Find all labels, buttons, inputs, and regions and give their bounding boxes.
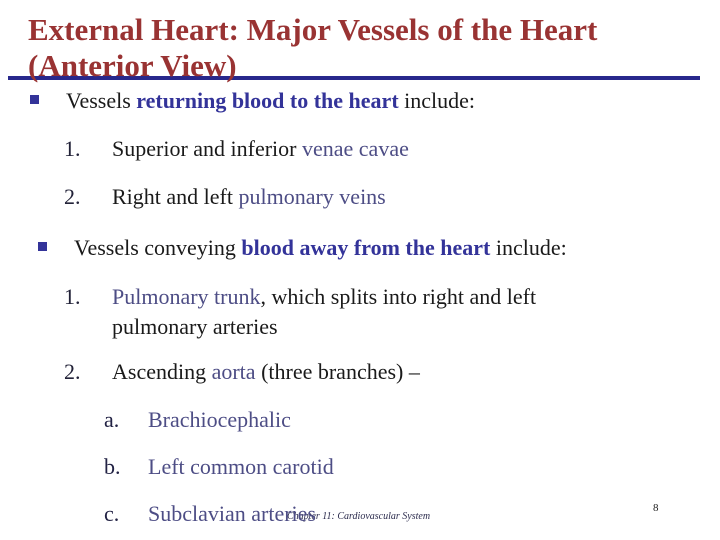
list-item-term: Pulmonary trunk [112,284,261,309]
list-item-text-pre: Superior and inferior [112,136,302,161]
page-number: 8 [653,502,659,514]
sub-list-item [104,406,291,434]
bullet1-text-pre: Vessels [66,88,137,113]
page-title-line1: External Heart: Major Vessels of the Heart [28,12,598,47]
list-item-text-line2: pulmonary arteries [112,314,278,339]
sub-list-item-letter: a. [104,407,120,432]
sub-list-item-letter: b. [104,454,121,479]
bullet2-heading [74,234,567,262]
sub-list-item-label: Brachiocephalic [148,407,291,432]
list-item-number: 2. [64,359,81,384]
bullet1-text-emphasis: returning blood to the heart [136,88,399,113]
bullet2-text-pre: Vessels conveying [74,235,242,260]
list-item-term: aorta [211,359,256,384]
sub-list-item [104,500,316,528]
list-item-term: venae cavae [302,136,409,161]
list-item-text [112,183,386,211]
list-item-text-pre: Right and left [112,184,239,209]
page-title [28,12,698,84]
list-item-text [112,282,612,342]
list-item-number: 1. [64,284,81,309]
sub-list-item-label: Subclavian arteries [148,501,316,526]
sub-list-item [104,453,334,481]
page-title-line2: (Anterior View) [28,48,237,83]
list-item-text-post: (three branches) – [255,359,420,384]
list-item [64,358,420,386]
sub-list-item-letter: c. [104,501,120,526]
bullet-square-icon [38,242,47,251]
bullet1-text-post: include: [398,88,476,113]
bullet-square-icon [30,95,39,104]
bullet1-heading [66,87,475,115]
list-item-text [112,358,420,386]
list-item-number: 2. [64,184,81,209]
list-item-text [112,135,409,163]
list-item-text-line1: , which splits into right and left [260,284,537,309]
list-item-term: pulmonary veins [238,184,386,209]
bullet2-text-post: include: [490,235,567,260]
bullet2-text-emphasis: blood away from the heart [241,235,491,260]
list-item-text-pre: Ascending [112,359,212,384]
list-item [64,135,409,163]
sub-list-item-label: Left common carotid [148,454,334,479]
footer-text: Chapter 11: Cardiovascular System [287,511,431,522]
list-item-number: 1. [64,136,81,161]
list-item [64,183,386,211]
list-item [64,282,612,342]
